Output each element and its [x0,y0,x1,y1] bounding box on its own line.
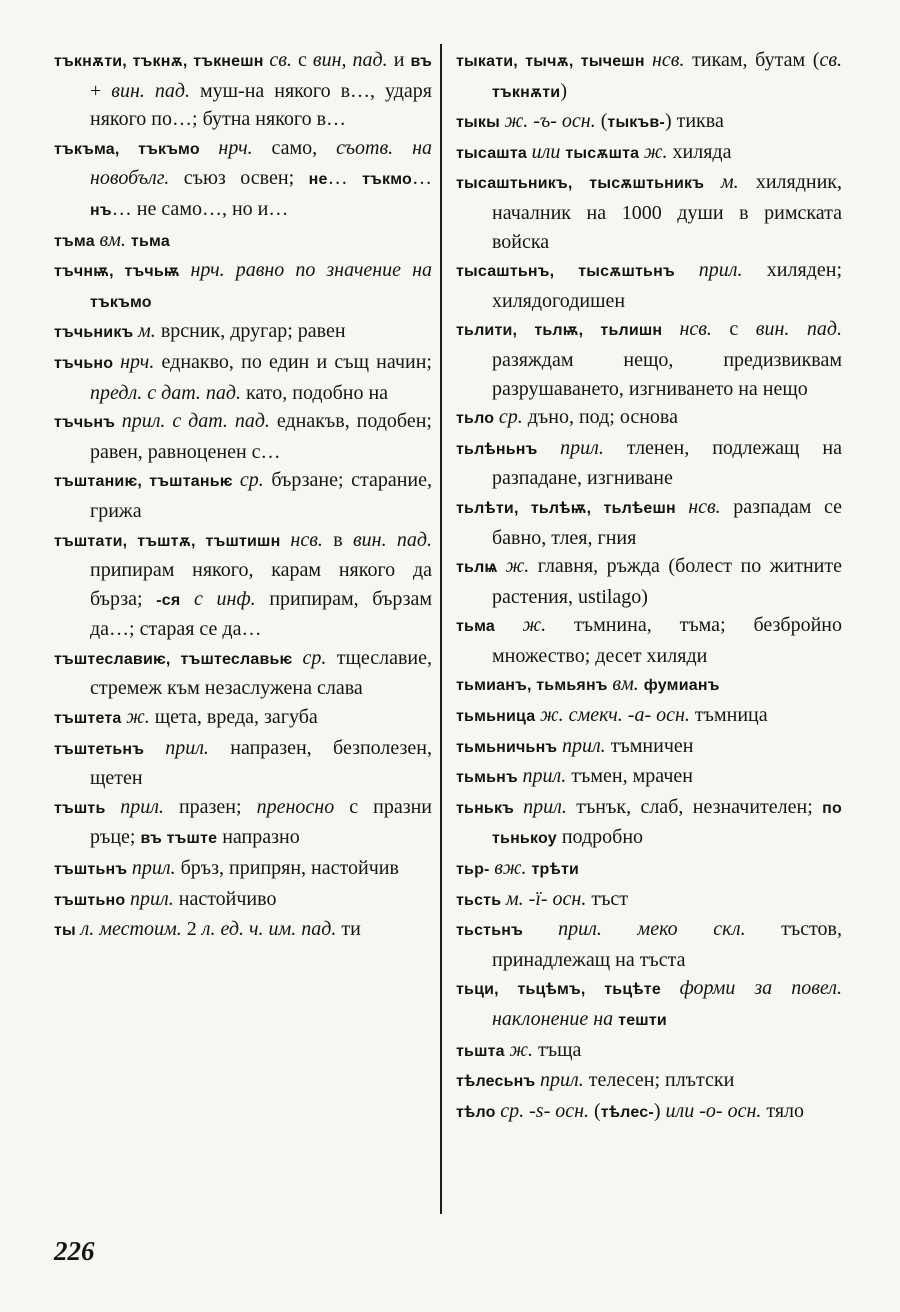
grammar-label: вм. [612,673,639,696]
headword: тьма [456,618,523,636]
definition-text: в [322,528,353,551]
dictionary-entry [54,703,432,734]
headword: тьсть [456,891,506,909]
headword: тъшть [54,799,121,817]
grammar-label: преносно [256,795,335,818]
dictionary-entry [54,734,432,793]
definition-text: главня, ръжда (болест по житните растения, ustilago) [492,555,843,608]
headword: нъ [90,201,112,219]
headword: тъштеславиѥ, тъштеславьѥ [54,650,303,668]
definition-text: 2 [181,918,202,941]
definition-text: припирам, бързам да…; старая се да… [90,587,432,641]
grammar-label: съотв. на новобълг. [90,136,433,190]
definition-text: с празни ръце; [90,795,433,849]
grammar-label: прил. [523,795,567,818]
headword: тьлѣти, тьлѣѭ, тьлѣешн [456,499,689,517]
definition-text: напразен, безполезен, щетен [90,736,432,790]
definition-text [180,588,194,610]
definition-text: + [90,79,112,102]
definition-text: тленен, подлежащ на разпадане, изгниване [492,436,842,490]
dictionary-entry [54,134,432,226]
headword: тьло [456,410,499,428]
grammar-label: вм. [99,228,126,251]
dictionary-entry [54,526,432,644]
definition-text: ) тиква [664,110,724,133]
dictionary-entry [54,317,432,348]
definition-text: празен; [163,795,257,818]
headword: тьмьничьнъ [456,738,562,756]
grammar-label: форми за повел. наклонение на [492,977,842,1030]
definition-text: настойчиво [173,887,277,910]
grammar-label: л. ед. ч. им. пад. [201,918,337,941]
headword: тысаштьникъ, тысѫштьникъ [456,175,721,193]
grammar-label: ср. -s- осн. [500,1099,590,1122]
grammar-label: прил. [561,734,606,757]
dictionary-entry [54,466,432,525]
grammar-label: ср. [302,646,327,669]
dictionary-entry [456,793,842,854]
headword: тыкъв- [607,114,665,132]
definition-text: телесен; плътски [583,1069,735,1092]
headword: не [308,171,328,189]
grammar-label: прил. [131,857,176,880]
headword: тысаштьнъ, тысѫштьнъ [456,263,699,281]
grammar-label: ж. смекч. -а- осн. [540,704,690,727]
definition-text: подробно [556,826,644,849]
grammar-label: ср. [239,469,264,492]
dictionary-entry [456,732,842,763]
dictionary-entry [456,1097,842,1128]
headword: тешти [618,1012,667,1029]
headword: тѣлес- [600,1103,654,1121]
definition-text: ) [560,79,567,102]
dictionary-entry [456,670,842,701]
dictionary-entry [456,315,842,403]
definition-text: бързане; старание, грижа [90,469,432,522]
grammar-label: ж. [505,555,530,578]
dictionary-entry [456,915,842,974]
definition-text: напразно [217,826,300,849]
dictionary-entry [456,1036,842,1067]
dictionary-entry [456,256,842,315]
dictionary-entry [456,168,842,256]
right-column [456,46,842,1127]
grammar-label: м. -ї- осн. [505,887,587,910]
dictionary-entry [54,46,432,134]
left-column [54,46,432,946]
headword: тъштати, тъштѫ, тъштишн [54,532,291,550]
definition-text: тъстов, принадлежащ на тъста [492,918,842,971]
definition-text: тикам, бутам ( [684,49,820,71]
headword: тьр- [456,861,495,879]
dictionary-entry [54,885,432,916]
grammar-label: прил. [120,795,164,818]
grammar-label: вин, пад. [312,49,388,71]
headword: тъштаниѥ, тъштаньѥ [54,473,240,491]
dictionary-entry [456,434,842,493]
headword: тъчьникъ [54,324,139,342]
definition-text: като, подобно на [241,381,389,404]
grammar-label: с инф. [194,587,256,610]
definition-text: ) [653,1099,666,1122]
definition-text: … не само…, но и… [111,197,289,220]
definition-text: щета, вреда, загуба [149,706,318,729]
definition-text: с [711,318,756,341]
headword: тысашта [456,144,532,162]
headword: тѣлесьнъ [456,1073,541,1091]
dictionary-entry [456,1066,842,1097]
grammar-label: вж. [494,857,527,880]
definition-text: … [412,167,432,190]
definition-text: тъща [533,1038,582,1061]
dictionary-entry [456,974,842,1035]
grammar-label: ср. [498,406,523,429]
dictionary-entry [54,854,432,885]
definition-text: тъмен, мрачен [566,765,693,788]
definition-text: тщеславие, стремеж към незаслужена слава [90,646,432,700]
grammar-label: м. [138,320,156,343]
headword: тъма [54,232,100,250]
grammar-label: л. местоим. [80,918,182,941]
dictionary-entry [54,793,432,854]
grammar-label: ж. [126,706,150,729]
headword: тъчьнъ [54,414,122,432]
grammar-label: или -о- осн. [665,1099,762,1122]
definition-text: тяло [761,1099,805,1122]
headword: по тьнькоу [492,799,842,848]
definition-text: ти [336,918,361,941]
dictionary-entry [456,138,842,169]
headword: тъштьнъ [54,861,132,879]
headword: -ся [156,591,181,609]
grammar-label: нрч. равно по значение на [190,259,433,282]
headword: тъкмо [362,171,412,189]
headword: тъчьно [54,354,121,372]
headword: тысѫшта [565,144,644,162]
headword: тьшта [456,1042,510,1060]
headword: тьци, тьцѣмъ, тьцѣте [456,981,680,999]
headword: тъкнѫти, тъкнѫ, тъкнешн [54,53,270,70]
definition-text: врсник, другар; равен [155,320,346,343]
definition-text: съюз освен; [169,167,309,190]
headword: тьлѩ [456,559,506,577]
grammar-label: нсв. [688,495,721,518]
grammar-label: м. [720,171,739,194]
grammar-label: св. [819,49,842,71]
grammar-label: св. [269,49,292,71]
dictionary-entry [456,611,842,670]
definition-text: тънък, слаб, незначителен; [566,795,823,818]
grammar-label: нсв. [652,49,685,71]
grammar-label: нрч. [120,350,155,373]
dictionary-entry [54,226,432,257]
definition-text: бръз, припрян, настойчив [175,857,399,880]
definition-text: тъст [586,887,629,910]
dictionary-entry [54,407,432,466]
definition-text: … [327,167,363,190]
definition-text: хилядник, началник на 1000 души в римската войска [492,171,843,253]
headword: тъчнѭ, тъчьѭ [54,263,191,281]
headword: тъштетьнъ [54,740,166,758]
grammar-label: нсв. [679,318,712,341]
definition-text: само, [252,136,337,159]
dictionary-entry [456,762,842,793]
grammar-label: предл. с дат. пад. [90,381,242,404]
definition-text: еднакъв, подобен; равен, равноценен с… [90,410,432,463]
definition-text: хиляден; хилядогодишен [492,259,842,312]
grammar-label: вин. пад. [352,528,432,551]
definition-text: разпадам се бавно, тлея, гния [492,495,842,549]
grammar-label: ж. -ъ- осн. [504,110,596,133]
headword: въ тъште [140,830,218,848]
grammar-label: прил. меко скл. [558,918,746,941]
headword: тьмианъ, тьмьянъ [456,677,613,695]
dictionary-entry [456,403,842,434]
headword: тьнькъ [456,799,524,817]
definition-text: тъмница [689,704,768,727]
headword: тъкъмо [90,293,152,311]
page-number: 226 [54,1236,95,1266]
column-divider [440,44,442,1214]
headword: тьлѣньнъ [456,440,561,458]
definition-text: разяждам нещо, предизвиквам разрушаването, изгниването на нещо [492,348,842,400]
headword: тыкы [456,114,505,132]
definition-text: и [387,49,411,71]
definition-text: тъмничен [605,734,694,757]
grammar-label: ж. [509,1038,533,1061]
dictionary-entry [456,701,842,732]
headword: тыкати, тычѫ, тычешн [456,53,652,70]
dictionary-entry [54,348,432,407]
headword: тьмьница [456,708,541,726]
grammar-label: прил. [698,259,743,282]
dictionary-entry [456,885,842,916]
headword: тѣло [456,1103,501,1121]
dictionary-entry [456,107,842,138]
headword: тьма [130,232,170,250]
dictionary-entry [456,46,842,107]
grammar-label: ж. [522,614,547,637]
definition-text: ( [589,1099,601,1122]
headword: тъштета [54,710,127,728]
grammar-label: нрч. [218,136,253,159]
headword: тъкнѫти [492,83,561,101]
dictionary-entry [54,915,432,946]
grammar-label: прил. с дат. пад. [121,410,270,433]
definition-text: муш-на някого в…, ударя някого по…; бутна някого в… [90,79,432,131]
grammar-label: вин. пад. [111,79,190,102]
headword: тьмьнъ [456,769,523,787]
definition-text: с [291,49,313,71]
definition-text: еднакво, по един и същ начин; [154,350,432,373]
grammar-label: прил. [522,765,567,788]
definition-text: хиляда [667,140,732,163]
grammar-label: нсв. [290,528,323,551]
grammar-label: прил. [165,736,209,759]
definition-text: ( [595,110,608,133]
dictionary-entry [456,854,842,885]
headword: ты [54,922,81,940]
grammar-label: вин. пад. [755,318,842,341]
headword: тьстьнъ [456,922,559,940]
grammar-label: прил. [540,1069,584,1092]
headword: тъкъма, тъкъмо [54,140,219,158]
headword: фумианъ [643,677,720,695]
dictionary-entry [456,552,842,611]
grammar-label: прил. [130,887,174,910]
dictionary-entry [54,644,432,703]
dictionary-entry [54,256,432,317]
headword: въ [410,53,432,70]
headword: трѣти [531,861,580,879]
grammar-label: или [531,140,561,163]
definition-text: припирам някого, карам някого да бърза; [90,559,432,610]
definition-text: дъно, под; основа [522,406,678,429]
grammar-label: ж. [643,140,668,163]
grammar-label: прил. [560,436,604,459]
headword: тъштьно [54,891,130,909]
dictionary-entry [456,493,842,552]
definition-text: тъмнина, тъма; безбройно множество; десет хиляди [492,614,843,667]
headword: тьлити, тьлѭ, тьлишн [456,322,680,340]
